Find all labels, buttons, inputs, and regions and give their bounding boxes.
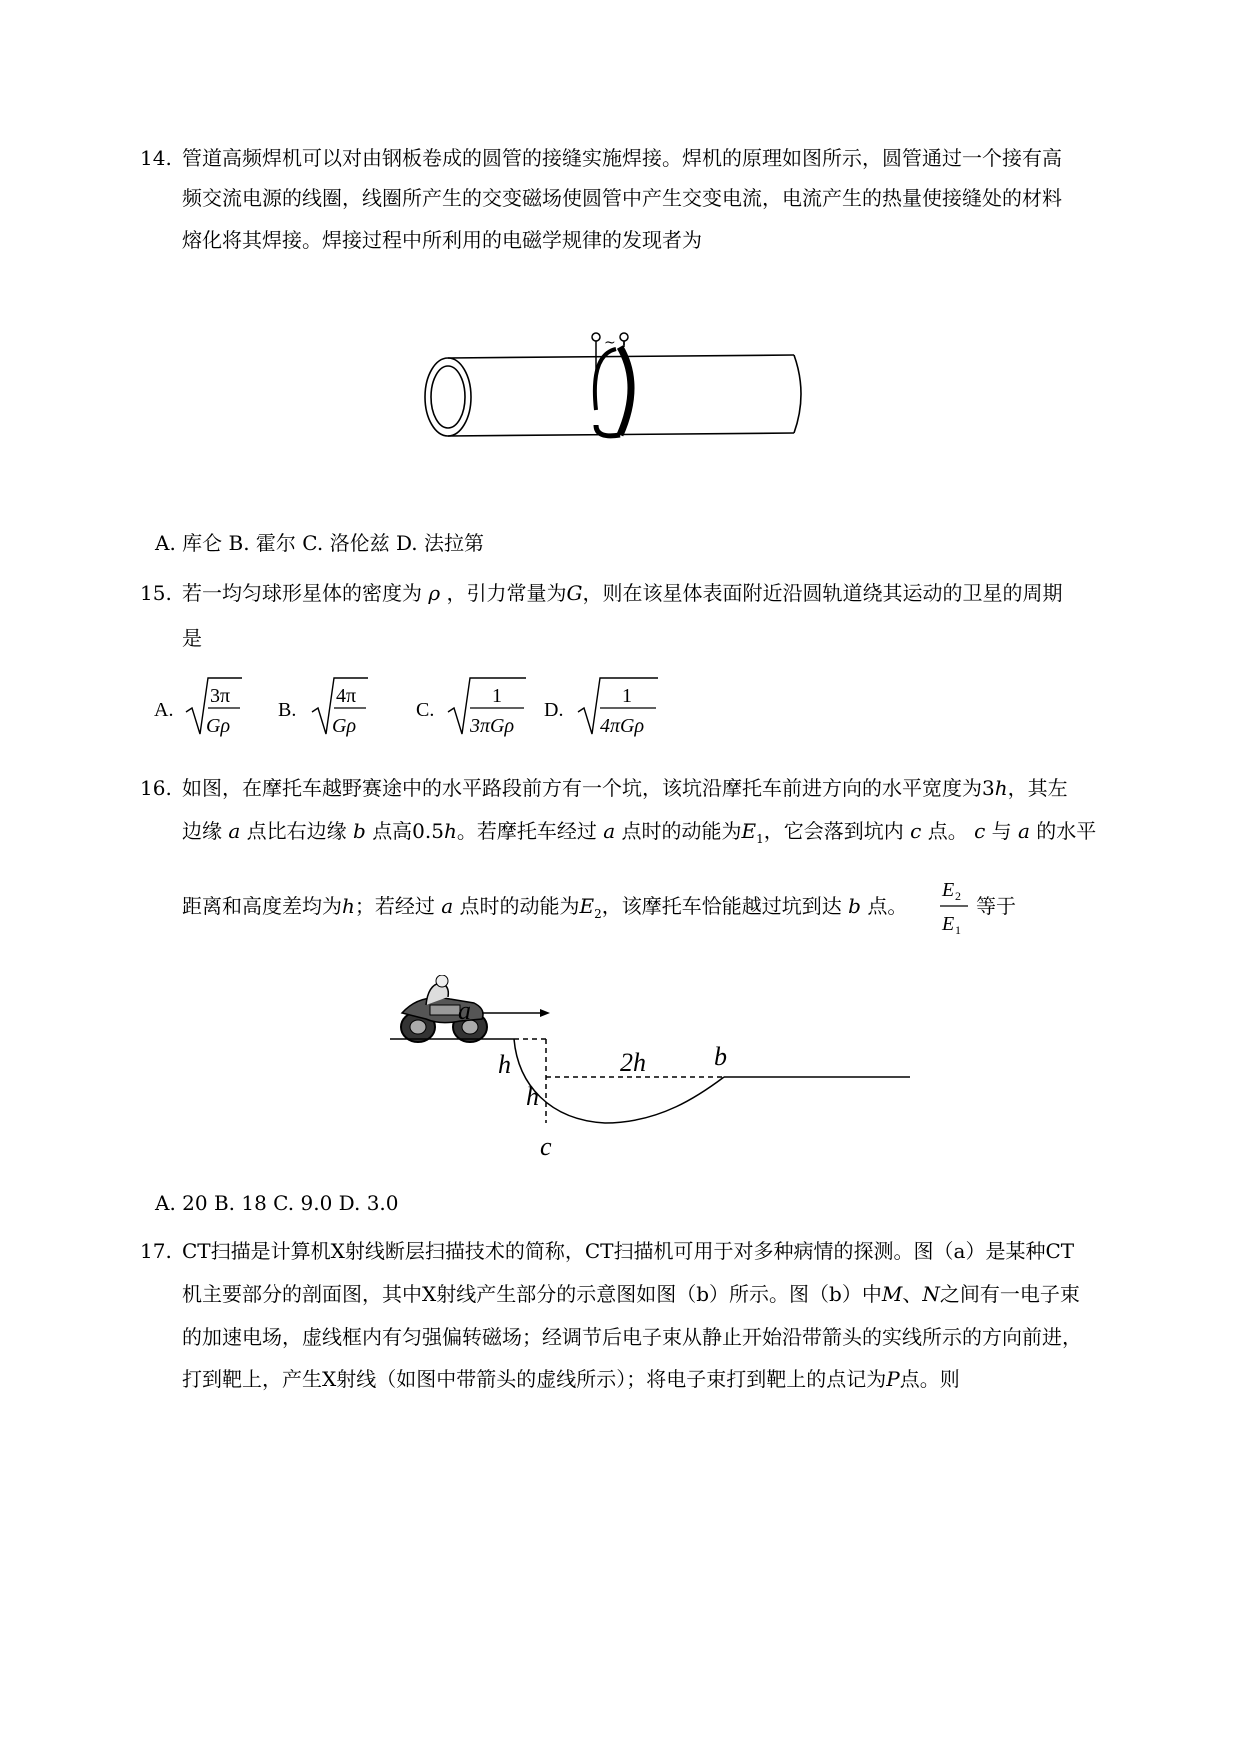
q17-line3: 的加速电场，虚线框内有匀强偏转磁场；经调节后电子束从静止开始沿带箭头的实线所示的方向前进， — [182, 1325, 1082, 1349]
label-b: b — [714, 1042, 727, 1071]
e1-symbol: E — [741, 819, 757, 843]
q17-text-2b: 之间有一电子束 — [939, 1282, 1080, 1306]
label-2h: 2h — [620, 1048, 646, 1077]
option-c-denominator: 3πGρ — [470, 715, 515, 737]
velocity-arrow — [482, 1009, 550, 1017]
label-c: c — [540, 1132, 552, 1161]
point-a: a — [603, 819, 616, 843]
h-symbol: h — [994, 776, 1008, 800]
q16-text-2f: ，它会落到坑内 — [763, 819, 904, 843]
q15-options-formulas — [150, 672, 710, 742]
q17-text-2a: 机主要部分的剖面图，其中X射线产生部分的示意图如图（b）所示。图（b）中 — [182, 1282, 882, 1306]
h-symbol: h — [444, 819, 457, 843]
q16-text-3e: 点。 — [867, 894, 908, 918]
q16-text-2e: 点时的动能为 — [621, 819, 742, 843]
e2-subscript: 2 — [594, 907, 602, 921]
option-c — [416, 678, 526, 737]
ground-lines — [390, 1039, 910, 1123]
coil — [595, 347, 631, 436]
q15-number: 15. — [140, 581, 172, 605]
q15-text-c: ，则在该星体表面附近沿圆轨道绕其运动的卫星的周期 — [582, 581, 1063, 605]
option-d — [544, 678, 658, 737]
q16-text-3c: 点时的动能为 — [459, 894, 580, 918]
option-b-numerator: 4π — [336, 685, 357, 707]
label-h-vertical: h — [526, 1082, 539, 1111]
n-symbol: N — [922, 1282, 940, 1306]
q16-options: A. 20 B. 18 C. 9.0 D. 3.0 — [155, 1191, 399, 1215]
ratio-numerator-sub: 2 — [955, 889, 961, 903]
q14-line1: 管道高频焊机可以对由钢板卷成的圆管的接缝实施焊接。焊机的原理如图所示，圆管通过一个接有高 — [182, 146, 1062, 170]
q16-line2 — [182, 818, 1096, 852]
option-b — [278, 678, 368, 737]
q15-line1 — [182, 580, 1062, 606]
q16-text-2a: 边缘 — [182, 819, 222, 843]
q16-text-1a: 如图，在摩托车越野赛途中的水平路段前方有一个坑，该坑沿摩托车前进方向的水平宽度为3 — [182, 776, 995, 800]
ac-symbol: ~ — [604, 335, 616, 351]
q14-options: A. 库仑 B. 霍尔 C. 洛伦兹 D. 法拉第 — [155, 531, 484, 555]
option-a — [154, 678, 242, 737]
q17-line4 — [182, 1366, 960, 1392]
ratio-denominator: E — [942, 913, 955, 935]
q16-text-2i: 的水平 — [1036, 819, 1097, 843]
q14-line3: 熔化将其焊接。焊接过程中所利用的电磁学规律的发现者为 — [182, 228, 702, 252]
q16-text-3d: ，该摩托车恰能越过坑到达 — [601, 894, 842, 918]
point-a: a — [1018, 819, 1030, 843]
q17-text-4a: 打到靶上，产生X射线（如图中带箭头的虚线所示）；将电子束打到靶上的点记为 — [182, 1367, 887, 1391]
q15-text-b: ，引力常量为 — [446, 581, 567, 605]
separator: 、 — [902, 1282, 923, 1306]
q14-line2: 频交流电源的线圈，线圈所产生的交变磁场使圆管中产生交变电流，电流产生的热量使接缝处的材料 — [182, 186, 1062, 210]
ratio-numerator: E — [942, 879, 955, 901]
h-symbol: h — [342, 894, 355, 918]
point-a: a — [441, 894, 454, 918]
q17-number: 17. — [140, 1239, 172, 1263]
point-c: c — [910, 819, 922, 843]
rho-symbol: ρ — [428, 581, 441, 605]
m-symbol: M — [881, 1282, 903, 1306]
q16-text-2c: 点高0.5 — [372, 819, 444, 843]
q16-number: 16. — [140, 776, 172, 800]
option-a-denominator: Gρ — [206, 715, 231, 737]
q16-text-2b: 点比右边缘 — [246, 819, 347, 843]
q14-number: 14. — [140, 146, 172, 170]
q16-text-2h: 与 — [991, 819, 1012, 843]
motorcycle-icon — [401, 975, 487, 1042]
e1-subscript: 1 — [756, 832, 764, 846]
e2-symbol: E — [579, 894, 595, 918]
q17-text-4b: 点。则 — [899, 1367, 960, 1391]
option-a-label: A. — [154, 699, 174, 721]
q16-text-3a: 距离和高度差均为 — [182, 894, 342, 918]
pipe-coil-diagram — [420, 325, 820, 505]
point-c: c — [974, 819, 986, 843]
p-symbol: P — [886, 1367, 900, 1391]
option-d-numerator: 1 — [622, 685, 632, 707]
pit-diagram — [390, 975, 910, 1175]
option-c-numerator: 1 — [492, 685, 502, 707]
option-b-label: B. — [278, 699, 297, 721]
pipe — [425, 355, 801, 436]
q17-line1: CT扫描是计算机X射线断层扫描技术的简称，CT扫描机可用于对多种病情的探测。图（a）是某种CT — [182, 1239, 1075, 1263]
q16-text-1b: ，其左 — [1007, 776, 1068, 800]
option-d-denominator: 4πGρ — [600, 715, 645, 737]
q16-line3-end: 等于 — [976, 894, 1016, 918]
q15-text-a: 若一均匀球形星体的密度为 — [182, 581, 422, 605]
g-symbol: G — [566, 581, 583, 605]
option-d-label: D. — [544, 699, 564, 721]
q17-line2 — [182, 1281, 1080, 1307]
point-a: a — [228, 819, 241, 843]
option-c-label: C. — [416, 699, 435, 721]
ratio-denominator-sub: 1 — [955, 923, 961, 937]
q16-line3 — [182, 893, 907, 927]
q16-text-3b: ；若经过 — [354, 894, 435, 918]
option-b-denominator: Gρ — [332, 715, 357, 737]
q15-line2: 是 — [182, 626, 202, 650]
q16-text-2g: 点。 — [927, 819, 968, 843]
point-b: b — [353, 819, 366, 843]
dashed-guides — [514, 1039, 724, 1123]
option-a-numerator: 3π — [210, 685, 231, 707]
ratio-fraction — [936, 872, 976, 942]
label-h-horizontal: h — [498, 1050, 511, 1079]
label-a: a — [458, 996, 471, 1025]
point-b: b — [848, 894, 861, 918]
q16-text-2d: 。若摩托车经过 — [456, 819, 597, 843]
q16-line1 — [182, 775, 1068, 801]
